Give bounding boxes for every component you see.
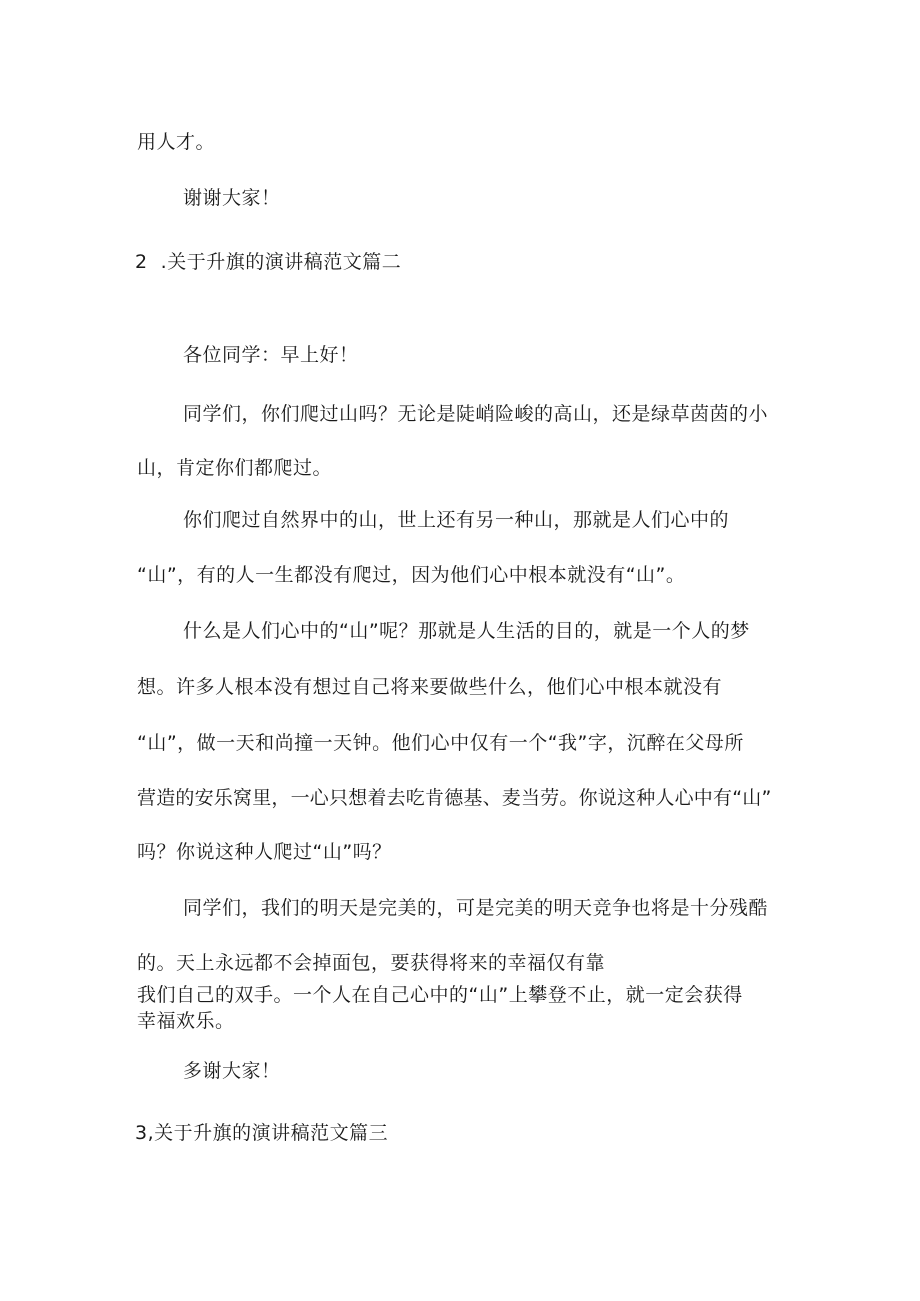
section-heading-2: 2 .关于升旗的演讲稿范文篇二 [135, 251, 402, 273]
paragraph-line: 营造的安乐窝里，一心只想着去吃肯德基、麦当劳。你说这种人心中有“山” [137, 787, 772, 809]
thanks-line: 谢谢大家！ [183, 187, 281, 209]
thanks-line: 多谢大家！ [183, 1060, 281, 1082]
greeting-line: 各位同学：早上好！ [183, 344, 359, 366]
paragraph-line: “山”，做一天和尚撞一天钟。他们心中仅有一个“我”字，沉醉在父母所 [137, 732, 744, 754]
paragraph-line: 同学们，你们爬过山吗？无论是陡峭险峻的高山，还是绿草茵茵的小 [183, 403, 769, 425]
paragraph-line: 想。许多人根本没有想过自己将来要做些什么，他们心中根本就没有 [137, 676, 723, 698]
section-heading-3: 3,关于升旗的演讲稿范文篇三 [135, 1122, 389, 1144]
paragraph-line: 你们爬过自然界中的山，世上还有另一种山，那就是人们心中的 [183, 509, 730, 531]
paragraph-line-closing-fragment: 用人才。 [137, 131, 216, 153]
paragraph-line: 吗？你说这种人爬过“山”吗？ [137, 841, 392, 863]
paragraph-line: 的。天上永远都不会掉面包，要获得将来的幸福仅有靠 [137, 952, 606, 974]
paragraph-line: 幸福欢乐。 [137, 1010, 235, 1032]
paragraph-line: 我们自己的双手。一个人在自己心中的“山”上攀登不止，就一定会获得 [137, 984, 743, 1006]
paragraph-line: 同学们，我们的明天是完美的，可是完美的明天竞争也将是十分残酷 [183, 897, 769, 919]
paragraph-line: “山”，有的人一生都没有爬过，因为他们心中根本就没有“山”。 [137, 564, 686, 586]
paragraph-line: 山，肯定你们都爬过。 [137, 457, 333, 479]
paragraph-line: 什么是人们心中的“山”呢？那就是人生活的目的，就是一个人的梦 [183, 620, 750, 642]
